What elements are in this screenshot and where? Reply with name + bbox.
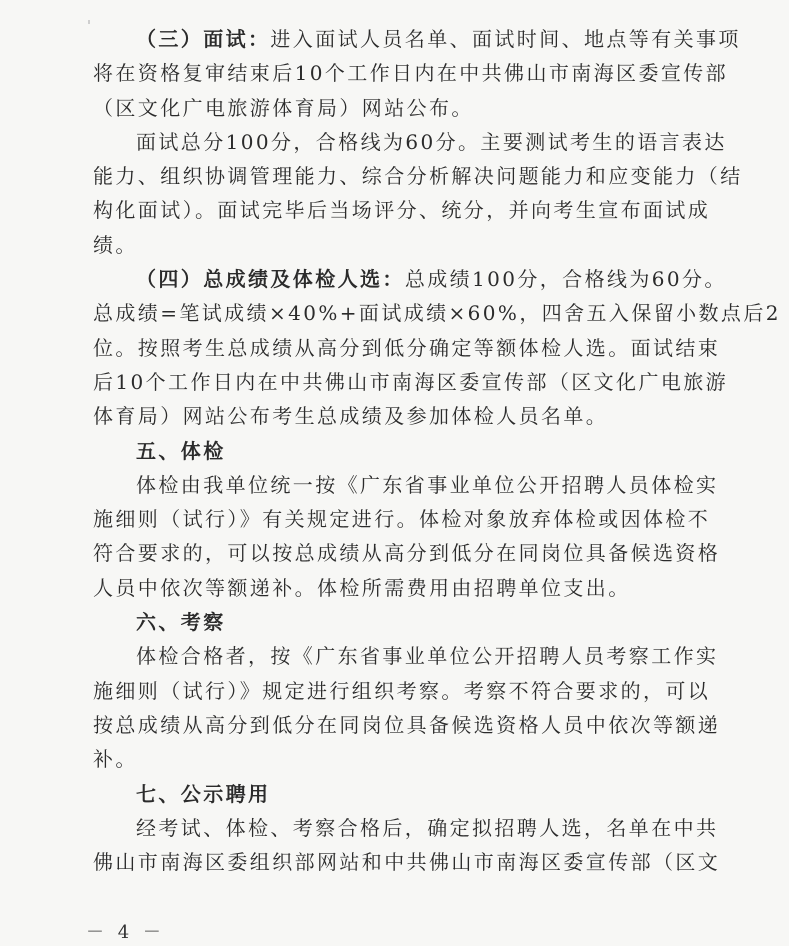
paragraph-interview-line-3: （区文化广电旅游体育局）网站公布。: [93, 95, 474, 120]
paragraph-interview-score-line-1: 面试总分100分，合格线为60分。主要测试考生的语言表达: [136, 129, 727, 154]
paragraph-total-score-line-3: 位。按照考生总成绩从高分到低分确定等额体检人选。面试结束: [93, 335, 721, 360]
paragraph-total-score-line-5: 体育局）网站公布考生总成绩及参加体检人员名单。: [93, 404, 609, 429]
paragraph-inspection-line-1: 体检合格者，按《广东省事业单位公开招聘人员考察工作实: [136, 644, 719, 669]
interview-heading: （三）面试：: [136, 27, 271, 51]
paragraph-inspection-line-4: 补。: [93, 747, 138, 772]
paragraph-inspection-line-2: 施细则（试行）》规定进行组织考察。考察不符合要求的，可以: [93, 678, 711, 703]
paragraph-publicity-line-1: 经考试、体检、考察合格后，确定拟招聘人选，名单在中共: [136, 815, 719, 840]
total-score-text: 总成绩100分，合格线为60分。: [404, 267, 727, 292]
section-title-physical-exam: 五、体检: [136, 438, 226, 463]
paragraph-interview-score-line-2: 能力、组织协调管理能力、综合分析解决问题能力和应变能力（结: [93, 164, 743, 189]
paragraph-interview-score-line-3: 构化面试）。面试完毕后当场评分、统分，并向考生宣布面试成: [93, 198, 711, 223]
page-number: － 4 －: [86, 922, 165, 943]
paragraph-inspection-line-3: 按总成绩从高分到低分在同岗位具备候选资格人员中依次等额递: [93, 712, 721, 737]
paragraph-total-score-line-2: 总成绩=笔试成绩×40%+面试成绩×60%，四舍五入保留小数点后2: [93, 301, 781, 326]
paragraph-publicity-line-2: 佛山市南海区委组织部网站和中共佛山市南海区委宣传部（区文: [93, 850, 721, 875]
interview-text: 进入面试人员名单、面试时间、地点等有关事项: [270, 27, 741, 51]
paragraph-interview-score-line-4: 绩。: [93, 232, 138, 257]
paragraph-total-score-line-1: [93, 262, 727, 296]
section-title-inspection: 六、考察: [136, 610, 226, 635]
paragraph-interview-line-1: [93, 22, 741, 56]
paragraph-physical-exam-line-4: 人员中依次等额递补。体检所需费用由招聘单位支出。: [93, 575, 631, 600]
document-body: [93, 22, 781, 879]
paragraph-interview-line-2: 将在资格复审结束后10个工作日内在中共佛山市南海区委宣传部: [93, 61, 729, 86]
section-title-publicity-hiring: 七、公示聘用: [136, 781, 271, 806]
total-score-heading: （四）总成绩及体检人选：: [136, 267, 405, 292]
paragraph-physical-exam-line-2: 施细则（试行）》有关规定进行。体检对象放弃体检或因体检不: [93, 507, 711, 532]
scan-mark: [88, 20, 90, 24]
paragraph-physical-exam-line-3: 符合要求的，可以按总成绩从高分到低分在同岗位具备候选资格: [93, 541, 721, 566]
paragraph-physical-exam-line-1: 体检由我单位统一按《广东省事业单位公开招聘人员体检实: [136, 472, 719, 497]
paragraph-total-score-line-4: 后10个工作日内在中共佛山市南海区委宣传部（区文化广电旅游: [93, 369, 729, 394]
